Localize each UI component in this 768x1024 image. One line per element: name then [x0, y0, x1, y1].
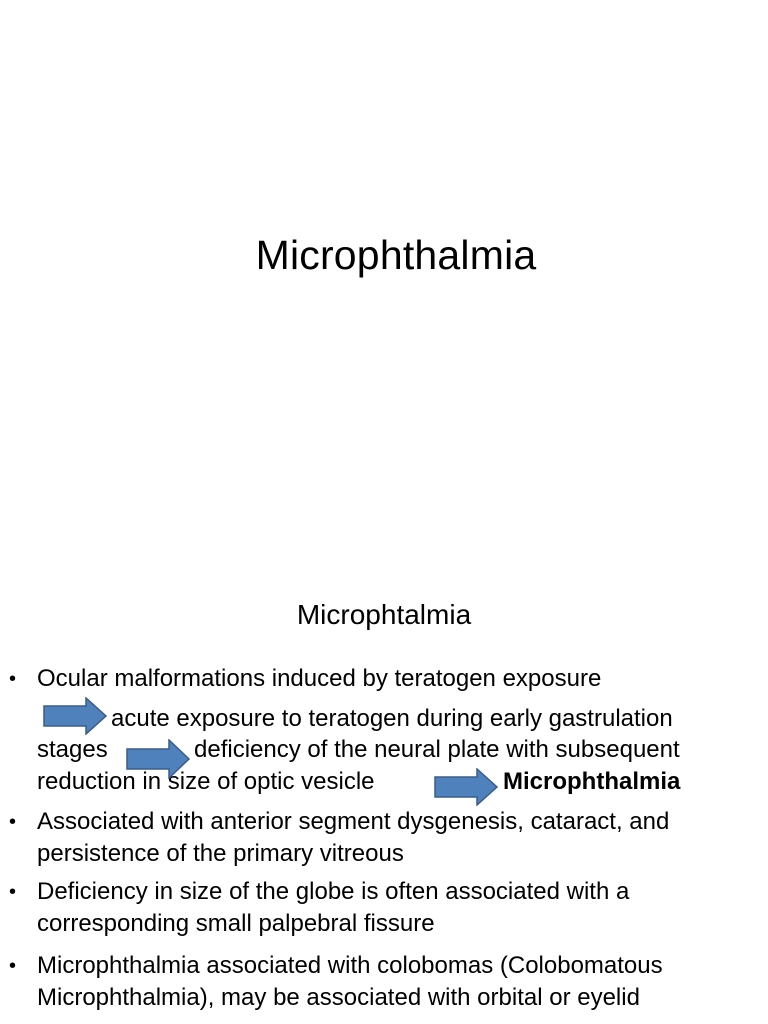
- bullet-3-line-1: Deficiency in size of the globe is often associated with a: [37, 878, 630, 905]
- bullet-1-line-3b: deficiency of the neural plate with subsequent: [194, 736, 680, 763]
- bullet-marker: •: [9, 811, 17, 833]
- bullet-1-line-2: acute exposure to teratogen during early gastrulation: [111, 705, 673, 732]
- slide-2-title: Microphtalmia: [296, 599, 472, 630]
- bullet-3-line-2: corresponding small palpebral fissure: [37, 910, 435, 937]
- bullet-marker: •: [9, 955, 17, 977]
- bullet-1-line-1: Ocular malformations induced by teratogen exposure: [37, 665, 602, 692]
- bullet-2-line-2: persistence of the primary vitreous: [37, 840, 404, 867]
- right-arrow-icon: [125, 739, 191, 779]
- bullet-1-line-4b-emphasis: Microphthalmia: [503, 768, 681, 795]
- bullet-marker: •: [9, 881, 17, 903]
- bullet-marker: •: [9, 668, 17, 690]
- right-arrow-icon: [42, 697, 108, 735]
- right-arrow-icon: [433, 768, 499, 806]
- bullet-1-line-4a: reduction in size of optic vesicle: [37, 768, 375, 795]
- bullet-1-line-3a: stages: [37, 736, 108, 763]
- bullet-4-line-1: Microphthalmia associated with colobomas (Colobomatous: [37, 952, 663, 979]
- slide-1-title: Microphthalmia: [255, 232, 537, 278]
- bullet-2-line-1: Associated with anterior segment dysgenesis, cataract, and: [37, 808, 670, 835]
- bullet-4-line-2: Microphthalmia), may be associated with orbital or eyelid: [37, 984, 640, 1011]
- slide-2: [0, 575, 768, 1024]
